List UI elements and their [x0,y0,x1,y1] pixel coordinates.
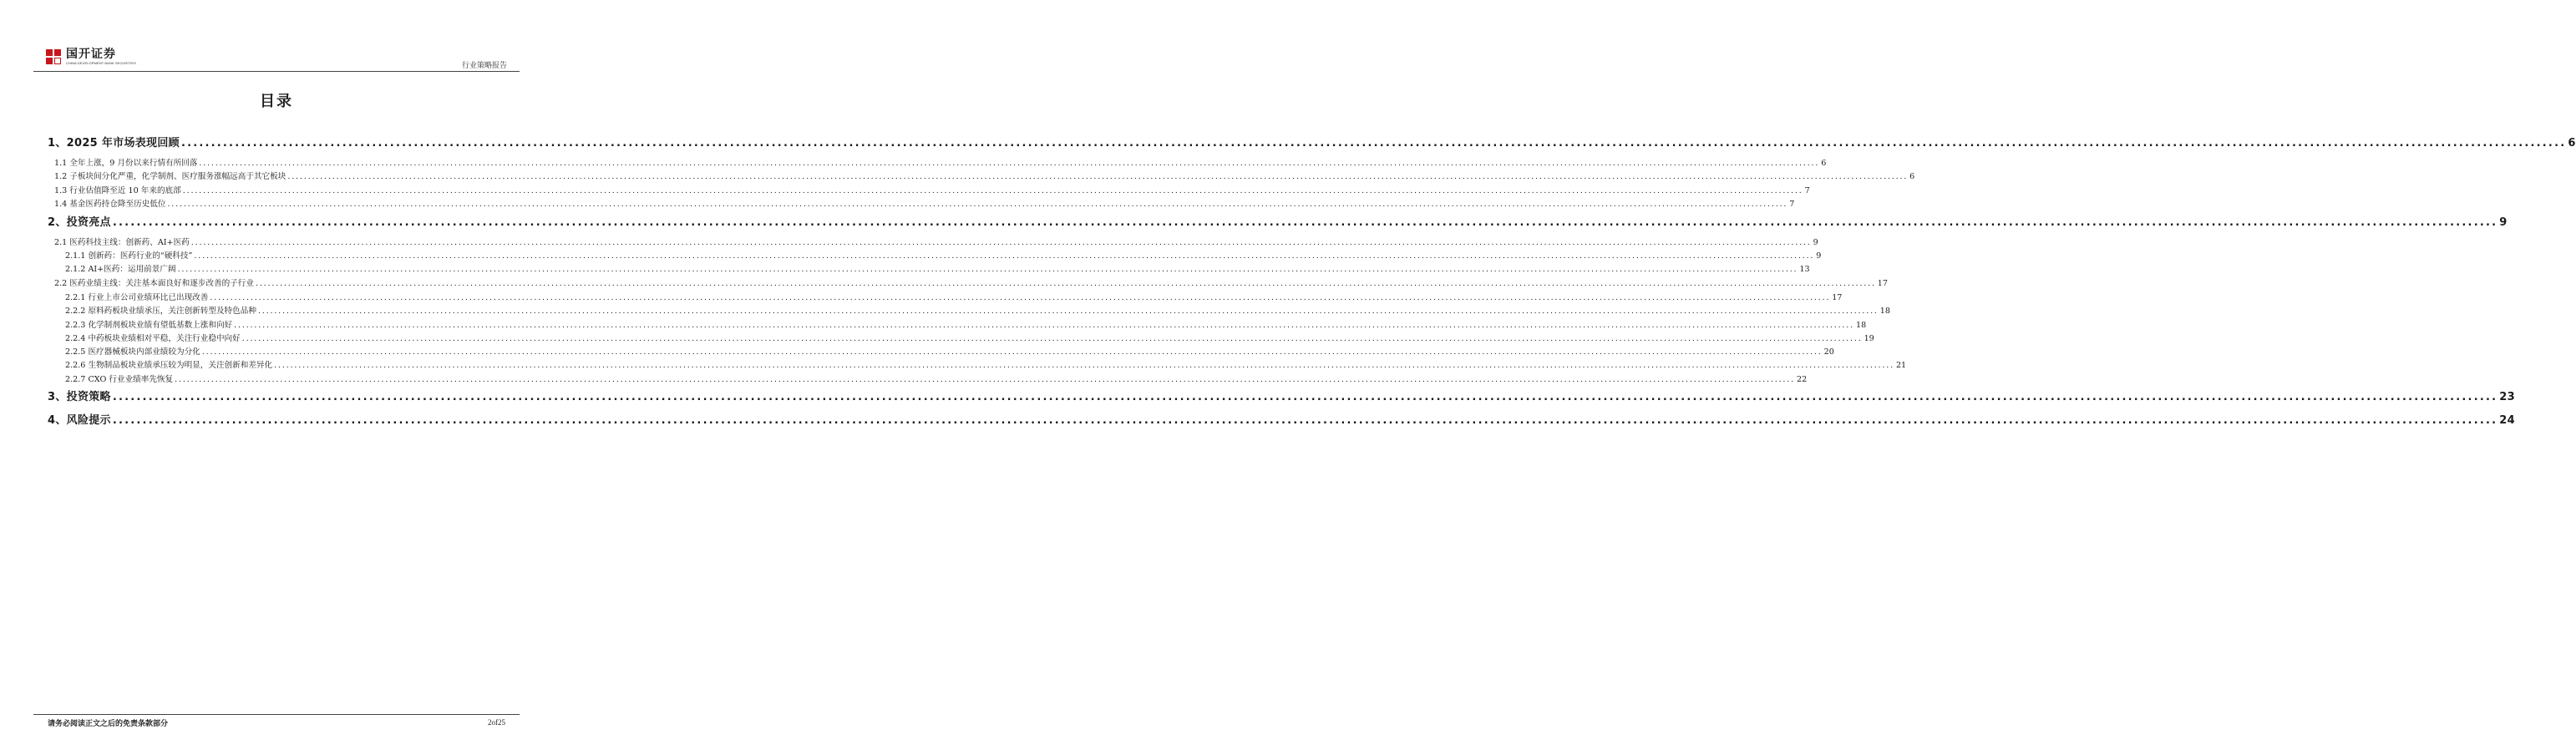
toc-entry-page: 18 [1855,321,1867,330]
toc-entry-label: 2.1.1 创新药：医药行业的“硬科技” [65,251,193,261]
toc-entry[interactable] [48,213,2508,229]
report-type-label: 行业策略报告 [461,62,507,70]
toc-entry-page: 17 [1877,279,1889,288]
toc-entry-label: 2.1 医药科技主线：创新药、AI+医药 [54,238,190,247]
toc-entry-page: 9 [1813,238,1818,247]
toc-leader-dots: ................................................................................................................................................................................................................................................................................................................................................................................................................ [241,334,1863,343]
toc-entry[interactable] [65,372,1808,384]
toc-entry[interactable] [65,262,1810,274]
toc-leader-dots: ................................................................................................................................................................................................................................................................................................................................................................................................................ [257,307,1879,316]
toc-entry-label: 2、投资亮点 [48,216,111,229]
toc-leader-dots: ................................................................................................................................................................................................................................................................................................................................................................................................................ [234,321,1854,330]
toc-leader-dots: ................................................................................................................................................................................................................................................................................................................................................................................................................ [255,279,1876,288]
toc-leader-dots: ................................................................................................................................................................................................................................................................................................................................................................................................................ [274,361,1894,370]
page-number: 2of25 [488,718,505,727]
header-divider [33,71,520,72]
toc-entry-page: 6 [1909,172,1915,181]
toc-entry-label: 1、2025 年市场表现回顾 [48,137,180,149]
toc-entry[interactable] [54,197,1795,209]
toc-entry[interactable] [48,411,2515,427]
logo-mark-icon [46,49,61,64]
toc-leader-dots: ................................................................................................................................................................................................................................................................................................................................................................................................................ [199,159,1820,168]
toc-leader-dots: ................................................................................................................................................................................................................................................................................................................................................................................................................ [112,414,2498,427]
page-header [0,0,553,75]
toc-entry-label: 1.1 全年上涨，9 月份以来行情有所回落 [54,159,198,168]
toc-entry-page: 7 [1789,200,1795,209]
toc-entry-page: 9 [1816,251,1822,261]
toc-entry-page: 7 [1804,186,1810,195]
toc-leader-dots: ................................................................................................................................................................................................................................................................................................................................................................................................................ [175,375,1795,384]
toc-entry-page: 19 [1864,334,1874,343]
toc-leader-dots: ................................................................................................................................................................................................................................................................................................................................................................................................................ [167,200,1788,209]
toc-entry-page: 24 [2499,414,2515,427]
toc-entry-page: 13 [1799,265,1810,274]
toc-entry[interactable] [65,304,1890,316]
toc-leader-dots: ................................................................................................................................................................................................................................................................................................................................................................................................................ [201,347,1823,357]
toc-entry-label: 2.2.7 CXO 行业业绩率先恢复 [65,375,174,384]
toc-entry-label: 1.4 基金医药持仓降至历史低位 [54,200,166,209]
company-logo [46,48,136,66]
toc-entry[interactable] [54,156,1827,168]
toc-entry[interactable] [54,184,1810,195]
toc-leader-dots: ................................................................................................................................................................................................................................................................................................................................................................................................................ [194,251,1815,261]
toc-entry-label: 2.2.4 中药板块业绩相对平稳，关注行业稳中向好 [65,334,241,343]
toc-entry-label: 2.2.3 化学制剂板块业绩有望低基数上涨和向好 [65,321,233,330]
toc-entry[interactable] [65,318,1867,330]
toc-leader-dots: ................................................................................................................................................................................................................................................................................................................................................................................................................ [180,137,2567,149]
toc-entry[interactable] [65,291,1843,302]
toc-leader-dots: ................................................................................................................................................................................................................................................................................................................................................................................................................ [210,293,1831,302]
toc-entry-label: 3、投资策略 [48,391,111,403]
toc-leader-dots: ................................................................................................................................................................................................................................................................................................................................................................................................................ [287,172,1909,181]
toc-leader-dots: ................................................................................................................................................................................................................................................................................................................................................................................................................ [182,186,1803,195]
toc-entry-page: 6 [1821,159,1827,168]
toc-entry-label: 1.2 子板块间分化严重，化学制剂、医疗服务涨幅远高于其它板块 [54,172,287,181]
toc-leader-dots: ................................................................................................................................................................................................................................................................................................................................................................................................................ [112,391,2498,403]
toc-entry[interactable] [65,358,1907,370]
toc-entry[interactable] [65,345,1834,357]
toc-entry-page: 22 [1796,375,1808,384]
toc-leader-dots: ................................................................................................................................................................................................................................................................................................................................................................................................................ [177,265,1798,274]
toc-entry-label: 2.2.1 行业上市公司业绩环比已出现改善 [65,293,209,302]
toc-entry-label: 2.2.6 生物制品板块业绩承压较为明显，关注创新和差异化 [65,361,273,370]
footer-divider [33,714,520,715]
toc-entry[interactable] [48,388,2515,403]
toc-entry[interactable] [48,134,2576,149]
footer-disclaimer: 请务必阅读正文之后的免责条款部分 [48,720,169,728]
toc-entry-page: 18 [1879,307,1890,316]
toc-entry[interactable] [54,236,1818,247]
toc-entry[interactable] [54,276,1889,288]
toc-leader-dots: ................................................................................................................................................................................................................................................................................................................................................................................................................ [112,216,2498,229]
toc-entry-page: 23 [2499,391,2515,403]
toc-entry-label: 2.1.2 AI+医药：运用前景广阔 [65,265,176,274]
toc-entry-label: 4、风险提示 [48,414,111,427]
page-title: 目录 [260,93,293,110]
toc-entry[interactable] [65,249,1822,261]
toc-leader-dots: ................................................................................................................................................................................................................................................................................................................................................................................................................ [190,238,1812,247]
toc-entry-page: 20 [1823,347,1834,357]
logo-name-en: CHINA DEVELOPMENT BANK SECURITIES [66,61,136,65]
toc-entry-page: 6 [2568,137,2576,149]
toc-entry-label: 2.2.5 医疗器械板块内部业绩较为分化 [65,347,200,357]
toc-entry[interactable] [65,332,1874,343]
toc-entry-page: 9 [2499,216,2508,229]
toc-entry-label: 2.2.2 原料药板块业绩承压，关注创新转型及特色品种 [65,307,256,316]
toc-entry-label: 1.3 行业估值降至近 10 年来的底部 [54,186,181,195]
toc-entry-label: 2.2 医药业绩主线：关注基本面良好和逐步改善的子行业 [54,279,254,288]
toc-entry-page: 17 [1832,293,1843,302]
toc-entry-page: 21 [1895,361,1907,370]
logo-name-cn: 国开证券 [66,48,116,61]
toc-entry[interactable] [54,170,1915,181]
